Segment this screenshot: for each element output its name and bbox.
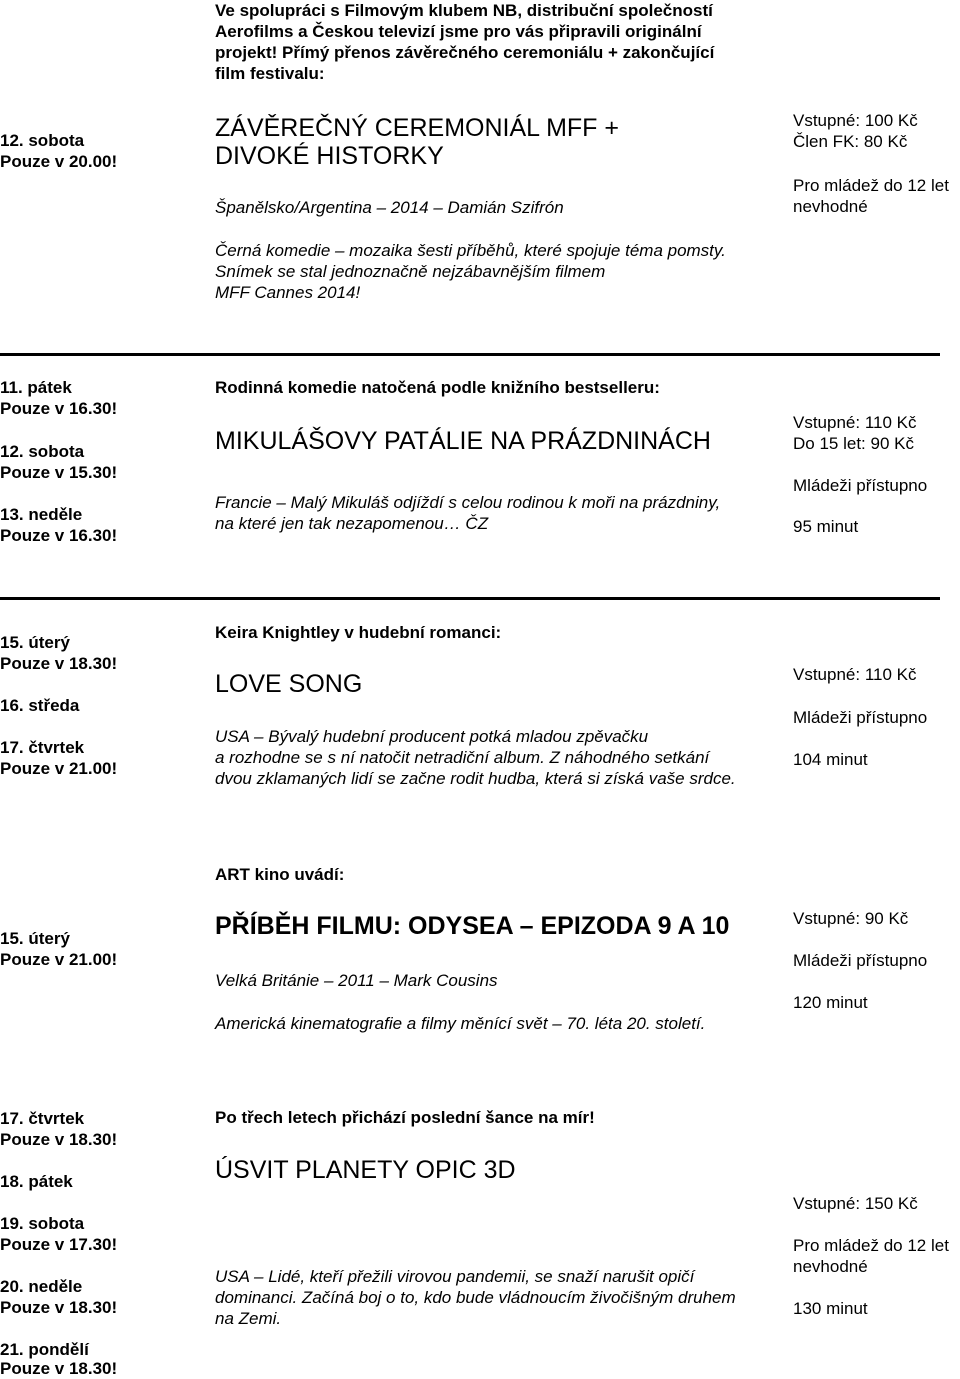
screening-day: 13. neděle xyxy=(0,505,83,524)
film-origin: Velká Británie – 2011 – Mark Cousins xyxy=(215,971,498,990)
film-origin: Španělsko/Argentina – 2014 – Damián Szifrón xyxy=(215,198,564,217)
child-price: Do 15 let: 90 Kč xyxy=(793,434,914,453)
film-description: USA – Bývalý hudební producent potká mladou zpěvačku xyxy=(215,727,649,746)
film-description: Černá komedie – mozaika šesti příběhů, které spojuje téma pomsty. xyxy=(215,241,726,260)
screening-time: Pouze v 18.30! xyxy=(0,654,118,673)
screening-time: Pouze v 15.30! xyxy=(0,463,118,482)
age-rating: Mládeži přístupno xyxy=(793,708,928,727)
film-length: 130 minut xyxy=(793,1299,868,1318)
film-description: dvou zklamaných lidí se začne rodit hudba, která si získá vaše srdce. xyxy=(215,769,736,788)
film-description: dominanci. Začíná boj o to, kdo bude vládnoucím živočišným druhem xyxy=(215,1288,736,1307)
age-rating: Mládeži přístupno xyxy=(793,476,928,495)
member-price: Člen FK: 80 Kč xyxy=(793,132,908,151)
film-description: Snímek se stal jednoznačně nejzábavnějším filmem xyxy=(215,262,606,281)
film-description: Francie – Malý Mikuláš odjíždí s celou rodinou k moři na prázdniny, xyxy=(215,493,721,512)
screening-time: Pouze v 16.30! xyxy=(0,526,118,545)
screening-day: 20. neděle xyxy=(0,1277,83,1296)
section-divider xyxy=(0,353,940,356)
ticket-price: Vstupné: 90 Kč xyxy=(793,909,909,928)
ticket-price: Vstupné: 100 Kč xyxy=(793,111,918,130)
intro-line: film festivalu: xyxy=(215,64,325,83)
intro-line: Aerofilms a Českou televizí jsme pro vás připravili originální xyxy=(215,22,702,41)
screening-time: Pouze v 20.00! xyxy=(0,152,118,171)
intro-line: projekt! Přímý přenos závěrečného ceremoniálu + zakončující xyxy=(215,43,715,62)
section-divider xyxy=(0,597,940,600)
screening-day: 12. sobota xyxy=(0,442,85,461)
film-description: Americká kinematografie a filmy měnící svět – 70. léta 20. století. xyxy=(215,1014,706,1033)
screening-day: 15. úterý xyxy=(0,929,70,948)
age-rating: Pro mládež do 12 let xyxy=(793,1236,949,1255)
film-length: 95 minut xyxy=(793,517,859,536)
film-title: DIVOKÉ HISTORKY xyxy=(215,142,444,170)
screening-day: 16. středa xyxy=(0,696,80,715)
screening-day: 12. sobota xyxy=(0,131,85,150)
screening-day: 19. sobota xyxy=(0,1214,85,1233)
age-rating: Mládeži přístupno xyxy=(793,951,928,970)
film-length: 104 minut xyxy=(793,750,868,769)
film-description: MFF Cannes 2014! xyxy=(215,283,361,302)
screening-day: 18. pátek xyxy=(0,1172,73,1191)
film-title: ÚSVIT PLANETY OPIC 3D xyxy=(215,1156,516,1184)
screening-time: Pouze v 21.00! xyxy=(0,950,118,969)
ticket-price: Vstupné: 110 Kč xyxy=(793,665,917,684)
section-header: ART kino uvádí: xyxy=(215,865,345,884)
screening-day: 17. čtvrtek xyxy=(0,1109,85,1128)
film-title: LOVE SONG xyxy=(215,670,363,698)
screening-time: Pouze v 21.00! xyxy=(0,759,118,778)
film-length: 120 minut xyxy=(793,993,868,1012)
screening-day: 11. pátek xyxy=(0,378,72,397)
screening-time: Pouze v 18.30! xyxy=(0,1130,118,1149)
film-title: MIKULÁŠOVY PATÁLIE NA PRÁZDNINÁCH xyxy=(215,427,711,455)
film-description: na které jen tak nezapomenou… ČZ xyxy=(215,514,489,533)
film-description: a rozhodne se s ní natočit netradiční album. Z náhodného setkání xyxy=(215,748,710,767)
film-intro: Keira Knightley v hudební romanci: xyxy=(215,623,502,642)
age-rating: nevhodné xyxy=(793,197,868,216)
ticket-price: Vstupné: 150 Kč xyxy=(793,1194,918,1213)
screening-time: Pouze v 18.30! xyxy=(0,1298,118,1317)
screening-day: 21. pondělí xyxy=(0,1340,89,1359)
screening-time: Pouze v 17.30! xyxy=(0,1235,118,1254)
film-title: ZÁVĚREČNÝ CEREMONIÁL MFF + xyxy=(215,114,619,142)
screening-time: Pouze v 16.30! xyxy=(0,399,118,418)
screening-day: 15. úterý xyxy=(0,633,70,652)
film-intro: Rodinná komedie natočená podle knižního bestselleru: xyxy=(215,378,660,397)
intro-line: Ve spolupráci s Filmovým klubem NB, distribuční společností xyxy=(215,1,713,20)
screening-day: 17. čtvrtek xyxy=(0,738,85,757)
ticket-price: Vstupné: 110 Kč xyxy=(793,413,917,432)
film-title: PŘÍBĚH FILMU: ODYSEA – EPIZODA 9 A 10 xyxy=(215,912,730,940)
film-description: USA – Lidé, kteří přežili virovou pandemii, se snaží narušit opičí xyxy=(215,1267,695,1286)
film-description: na Zemi. xyxy=(215,1309,282,1328)
film-intro: Po třech letech přichází poslední šance na mír! xyxy=(215,1108,595,1127)
age-rating: nevhodné xyxy=(793,1257,868,1276)
screening-time: Pouze v 18.30! xyxy=(0,1359,118,1378)
age-rating: Pro mládež do 12 let xyxy=(793,176,949,195)
